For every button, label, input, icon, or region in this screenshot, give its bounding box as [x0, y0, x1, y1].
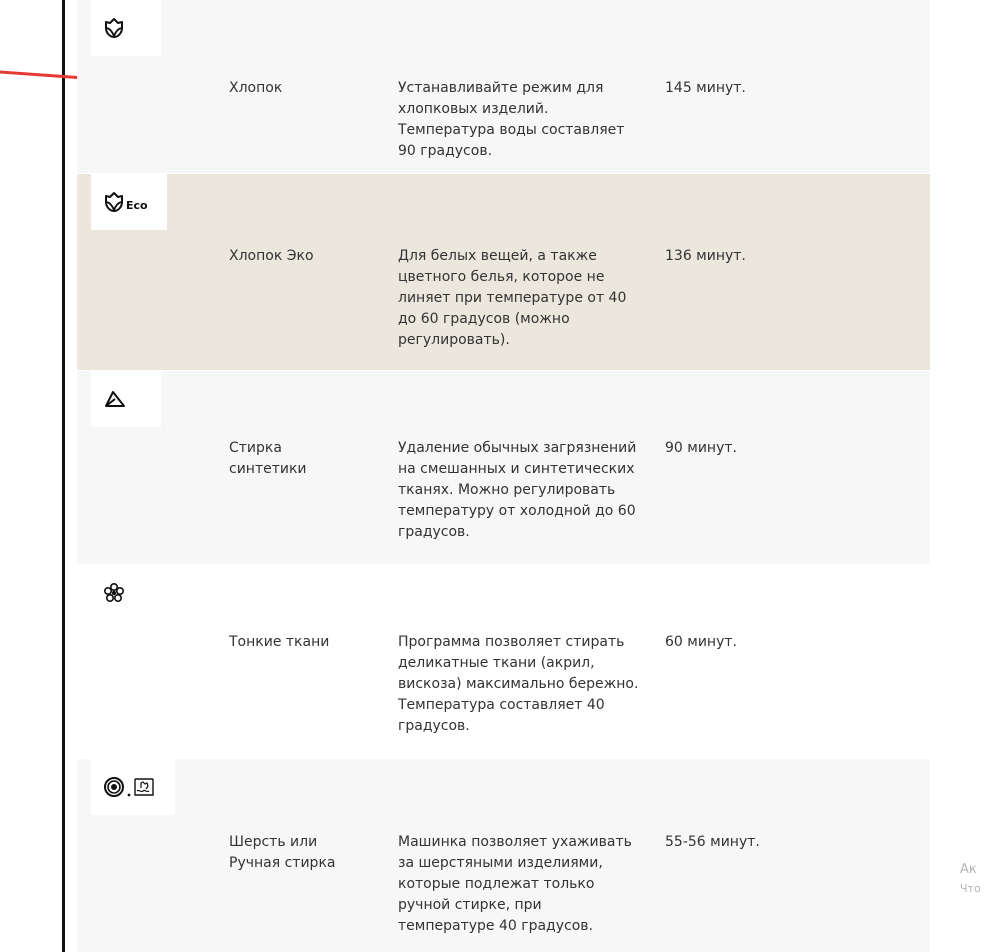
program-name: Хлопок Эко: [229, 248, 314, 264]
description-line: Для белых вещей, а также: [398, 248, 597, 264]
synthetics-icon: [103, 388, 127, 410]
program-duration: 60 минут.: [665, 634, 737, 650]
table-row: [77, 565, 930, 759]
description-line: тканях. Можно регулировать: [398, 482, 616, 498]
program-duration: 145 минут.: [665, 80, 746, 96]
description-line: Температура составляет 40: [398, 697, 605, 713]
description-line: ручной стирке, при: [398, 897, 542, 913]
description-line: линяет при температуре от 40: [398, 290, 627, 306]
description-line: вискоза) максимально бережно.: [398, 676, 639, 692]
activation-watermark-line: Что: [960, 882, 981, 895]
delicates-flower-icon: [103, 582, 125, 604]
program-name-line: Стирка: [229, 440, 282, 456]
program-name: Хлопок: [229, 80, 283, 96]
row-icon-box: [91, 371, 161, 427]
cotton-eco-icon: [103, 191, 125, 213]
description-line: которые подлежат только: [398, 876, 595, 892]
description-line: температуре 40 градусов.: [398, 918, 593, 934]
description-line: Удаление обычных загрязнений: [398, 440, 637, 456]
description-line: 90 градусов.: [398, 143, 493, 159]
activation-watermark-line: Ак: [960, 862, 977, 877]
program-name: Тонкие ткани: [229, 634, 330, 650]
program-name-line: синтетики: [229, 461, 307, 477]
program-duration: 136 минут.: [665, 248, 746, 264]
wool-handwash-icon: [103, 775, 159, 799]
table-row: [77, 0, 930, 174]
program-description: [398, 246, 650, 351]
cotton-icon: [103, 17, 125, 39]
table-row: [77, 371, 930, 565]
table-row: [77, 174, 930, 371]
description-line: температуру от холодной до 60: [398, 503, 636, 519]
program-description: [398, 78, 650, 162]
eco-label: Eco: [126, 198, 148, 212]
program-description: [398, 438, 650, 543]
program-name: [229, 832, 364, 874]
program-description: [398, 632, 650, 737]
left-vertical-rule: [62, 0, 65, 952]
program-duration: 90 минут.: [665, 440, 737, 456]
program-name: [229, 438, 364, 480]
description-line: за шерстяными изделиями,: [398, 855, 603, 871]
programs-table: [77, 0, 930, 952]
description-line: Машинка позволяет ухаживать: [398, 834, 632, 850]
row-icon-box: [91, 759, 175, 815]
row-icon-box: [91, 565, 161, 621]
description-line: градусов.: [398, 524, 470, 540]
row-icon-box: [91, 0, 161, 56]
description-line: деликатные ткани (акрил,: [398, 655, 595, 671]
description-line: на смешанных и синтетических: [398, 461, 635, 477]
program-name-line: Шерсть или: [229, 834, 318, 850]
description-line: до 60 градусов (можно: [398, 311, 570, 327]
description-line: Устанавливайте режим для: [398, 80, 604, 96]
program-duration: 55-56 минут.: [665, 834, 760, 850]
program-name-line: Ручная стирка: [229, 855, 336, 871]
description-line: Программа позволяет стирать: [398, 634, 625, 650]
row-icon-box: [91, 174, 167, 230]
description-line: цветного белья, которое не: [398, 269, 605, 285]
description-line: регулировать).: [398, 332, 510, 348]
description-line: градусов.: [398, 718, 470, 734]
table-row: [77, 759, 930, 952]
program-description: [398, 832, 650, 937]
description-line: Температура воды составляет: [398, 122, 625, 138]
description-line: хлопковых изделий.: [398, 101, 549, 117]
